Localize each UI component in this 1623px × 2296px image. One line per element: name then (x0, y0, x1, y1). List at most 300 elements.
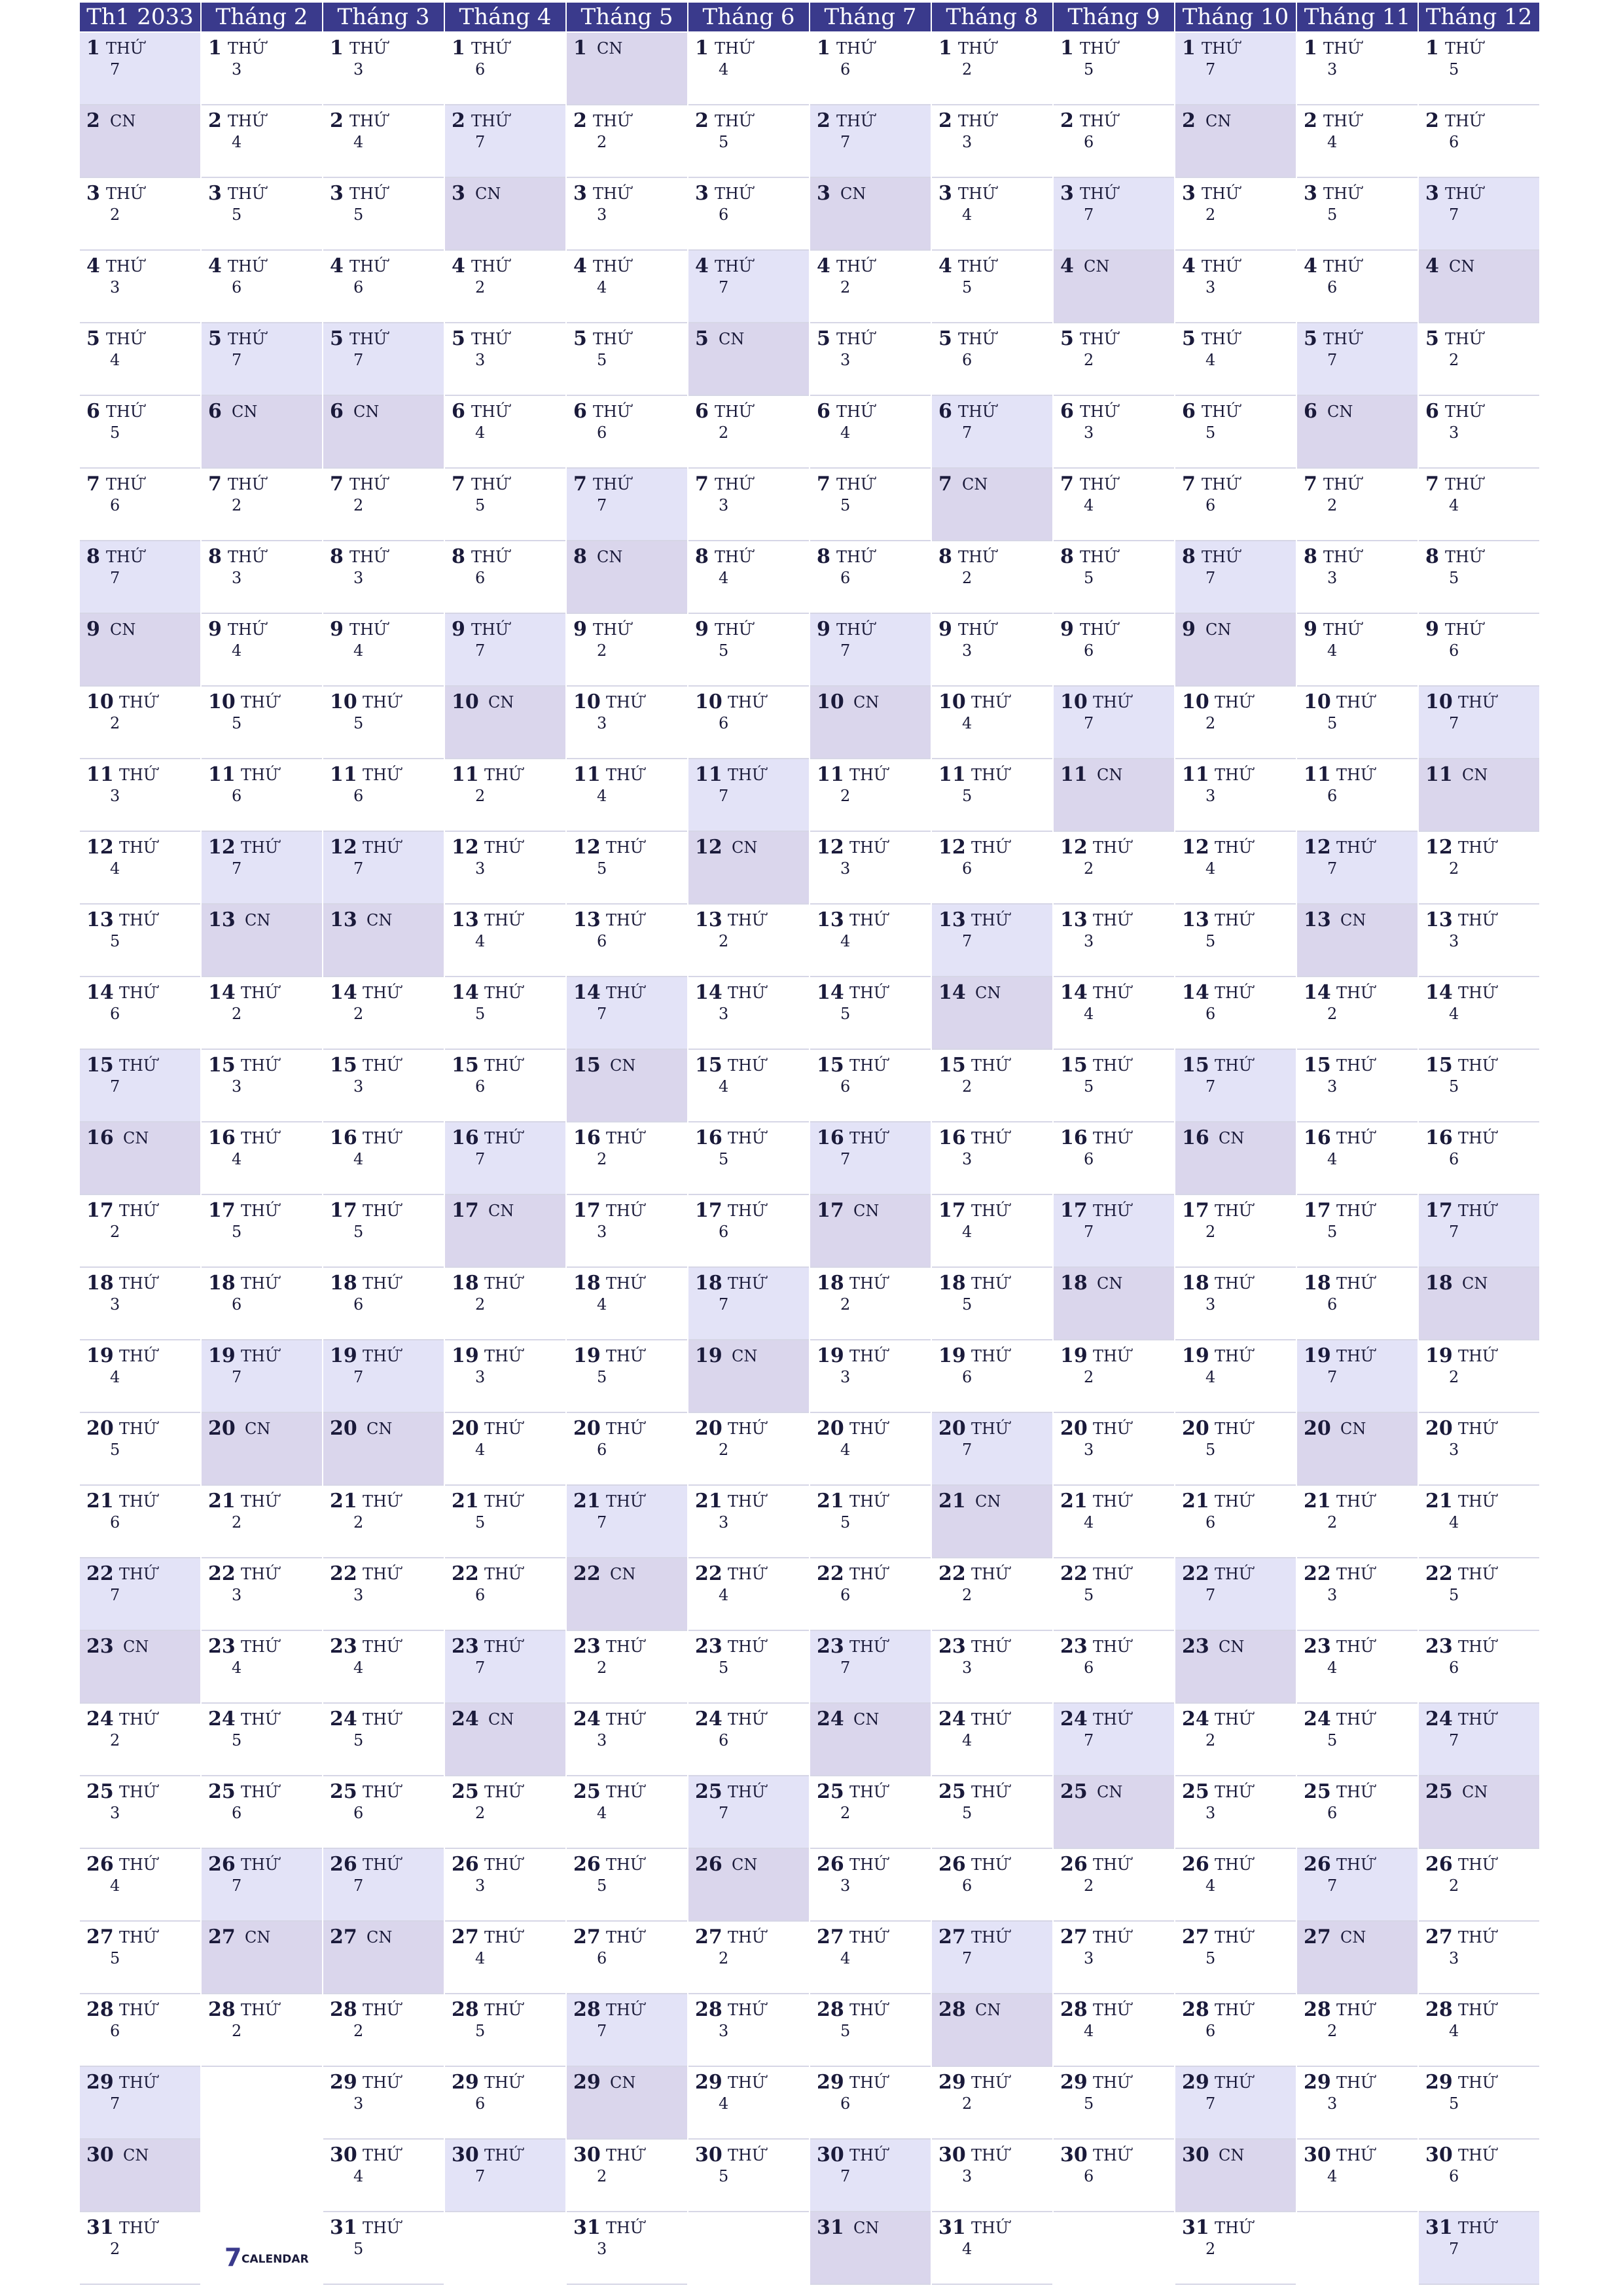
day-number: 9 (573, 618, 587, 641)
weekday-number: 6 (719, 206, 729, 224)
weekday-number: 2 (353, 1513, 364, 1532)
day-cell (932, 1050, 1052, 1122)
day-cell (1054, 1340, 1174, 1413)
weekday-label: THỨ (349, 112, 387, 130)
weekday-label: THỨ (958, 112, 996, 130)
weekday-number: 5 (353, 206, 364, 224)
day-number: 28 (1182, 1998, 1209, 2021)
day-number: 23 (573, 1635, 601, 1658)
weekday-number: 6 (110, 496, 120, 514)
day-number: 3 (452, 182, 465, 205)
day-cell (567, 1486, 687, 1558)
weekday-label: THỨ (1323, 330, 1361, 348)
weekday-label: THỨ (849, 2073, 887, 2092)
weekday-label: THỨ (1458, 1710, 1496, 1729)
weekday-number: 7 (719, 1295, 729, 1314)
weekday-label: THỨ (1093, 2001, 1131, 2019)
weekday-label: CN (1449, 257, 1475, 276)
day-cell (1419, 33, 1539, 105)
weekday-number: 5 (597, 1876, 607, 1895)
day-number: 19 (208, 1344, 236, 1367)
weekday-label: THỨ (715, 548, 753, 566)
day-number: 22 (208, 1562, 236, 1585)
weekday-label: THỨ (728, 1492, 766, 1511)
day-number: 6 (1060, 400, 1074, 423)
weekday-label: THỨ (1336, 766, 1374, 784)
weekday-number: 6 (1449, 133, 1459, 151)
day-number: 31 (86, 2216, 114, 2239)
weekday-label: THỨ (1093, 1202, 1131, 1220)
day-number: 29 (1425, 2071, 1453, 2094)
weekday-number: 4 (840, 1441, 851, 1459)
weekday-number: 4 (719, 60, 729, 79)
day-cell (1297, 832, 1418, 905)
weekday-label: THỨ (606, 2146, 644, 2164)
weekday-label: THỨ (849, 1928, 887, 1946)
weekday-number: 5 (110, 1949, 120, 1967)
day-number: 6 (573, 400, 587, 423)
day-cell (688, 323, 809, 396)
day-number: 3 (208, 182, 222, 205)
weekday-number: 3 (597, 206, 607, 224)
month-header: Tháng 3 (323, 3, 444, 31)
weekday-label: THỨ (606, 1638, 644, 1656)
weekday-label: THỨ (1202, 548, 1240, 566)
weekday-label: THỨ (1080, 330, 1118, 348)
day-cell (80, 1776, 200, 1849)
weekday-label: THỨ (849, 2001, 887, 2019)
weekday-number: 7 (1449, 1223, 1459, 1241)
weekday-label: THỨ (241, 1492, 279, 1511)
day-number: 12 (452, 836, 479, 859)
weekday-label: CN (1097, 1783, 1123, 1801)
weekday-number: 5 (110, 932, 120, 950)
weekday-label: THỨ (119, 984, 157, 1002)
day-number: 23 (1182, 1635, 1209, 1658)
weekday-number: 4 (475, 1441, 486, 1459)
day-number: 20 (452, 1417, 479, 1440)
weekday-number: 2 (719, 1441, 729, 1459)
weekday-number: 3 (1205, 787, 1216, 805)
weekday-number: 3 (110, 1804, 120, 1822)
weekday-number: 6 (1084, 133, 1094, 151)
weekday-label: THỨ (484, 1056, 522, 1075)
day-cell (80, 977, 200, 1050)
day-cell (323, 977, 444, 1050)
day-cell (202, 105, 322, 178)
month-header: Tháng 2 (202, 3, 322, 31)
day-cell (932, 396, 1052, 469)
day-number: 11 (1182, 763, 1209, 786)
weekday-number: 5 (597, 859, 607, 878)
day-cell (80, 251, 200, 323)
day-cell (323, 1195, 444, 1268)
weekday-number: 2 (1449, 859, 1459, 878)
day-cell (932, 323, 1052, 396)
day-cell (323, 1050, 444, 1122)
weekday-number: 4 (1449, 1005, 1459, 1023)
day-number: 4 (1182, 255, 1196, 278)
day-number: 24 (573, 1708, 601, 1731)
day-cell (202, 1922, 322, 1994)
day-cell (1175, 1922, 1296, 1994)
weekday-label: THỨ (363, 1129, 401, 1147)
weekday-label: THỨ (1458, 2001, 1496, 2019)
day-cell (1297, 1849, 1418, 1922)
day-number: 27 (1060, 1926, 1088, 1948)
day-number: 1 (695, 37, 709, 60)
day-cell (932, 33, 1052, 105)
weekday-number: 7 (597, 496, 607, 514)
day-number: 21 (1182, 1490, 1209, 1513)
weekday-number: 5 (1449, 2094, 1459, 2113)
day-cell (810, 1994, 931, 2067)
day-number: 9 (330, 618, 344, 641)
day-number: 23 (86, 1635, 114, 1658)
weekday-label: THỨ (728, 2073, 766, 2092)
weekday-number: 5 (719, 2167, 729, 2185)
weekday-number: 5 (840, 1513, 851, 1532)
weekday-number: 5 (840, 2022, 851, 2040)
weekday-number: 2 (232, 1513, 242, 1532)
weekday-label: THỨ (1215, 838, 1253, 857)
weekday-number: 2 (1327, 2022, 1338, 2040)
day-number: 31 (938, 2216, 966, 2239)
day-cell (932, 1122, 1052, 1195)
day-cell (202, 832, 322, 905)
day-number: 15 (573, 1054, 601, 1077)
weekday-number: 2 (840, 1295, 851, 1314)
day-cell (567, 2067, 687, 2140)
day-cell (932, 541, 1052, 614)
day-cell (80, 1195, 200, 1268)
weekday-label: THỨ (1323, 548, 1361, 566)
weekday-label: THỨ (849, 2146, 887, 2164)
weekday-number: 6 (597, 932, 607, 950)
weekday-label: THỨ (363, 984, 401, 1002)
day-number: 25 (452, 1780, 479, 1803)
weekday-number: 7 (475, 1150, 486, 1168)
weekday-label: THỨ (363, 1202, 401, 1220)
weekday-label: THỨ (471, 257, 509, 276)
day-number: 13 (938, 908, 966, 931)
weekday-label: THỨ (1093, 1347, 1131, 1365)
weekday-label: THỨ (119, 1056, 157, 1075)
day-cell (1054, 105, 1174, 178)
weekday-label: THỨ (1093, 1056, 1131, 1075)
weekday-number: 3 (1205, 278, 1216, 296)
day-cell (323, 2140, 444, 2212)
weekday-label: THỨ (484, 1783, 522, 1801)
day-cell (567, 251, 687, 323)
weekday-label: CN (110, 620, 136, 639)
day-number: 8 (573, 545, 587, 568)
day-number: 28 (86, 1998, 114, 2021)
day-cell (202, 977, 322, 1050)
weekday-label: THỨ (728, 693, 766, 711)
weekday-label: THỨ (241, 1347, 279, 1365)
day-cell (810, 469, 931, 541)
weekday-number: 6 (232, 787, 242, 805)
day-number: 7 (573, 473, 587, 495)
weekday-number: 3 (1449, 1441, 1459, 1459)
day-number: 7 (1182, 473, 1196, 495)
weekday-number: 6 (1205, 1005, 1216, 1023)
day-number: 11 (817, 763, 844, 786)
day-cell (688, 1340, 809, 1413)
day-number: 17 (208, 1199, 236, 1222)
day-number: 28 (330, 1998, 357, 2021)
day-number: 13 (817, 908, 844, 931)
day-number: 25 (1060, 1780, 1088, 1803)
day-number: 27 (86, 1926, 114, 1948)
weekday-number: 6 (232, 1804, 242, 1822)
weekday-label: THỨ (119, 911, 157, 929)
weekday-label: THỨ (958, 257, 996, 276)
day-number: 11 (208, 763, 236, 786)
day-cell (202, 687, 322, 759)
day-number: 9 (1060, 618, 1074, 641)
day-cell (688, 614, 809, 687)
day-number: 8 (1425, 545, 1439, 568)
weekday-label: THỨ (1215, 1420, 1253, 1438)
day-cell (80, 1486, 200, 1558)
weekday-label: THỨ (228, 548, 266, 566)
weekday-label: THỨ (1215, 1783, 1253, 1801)
weekday-label: THỨ (1215, 1347, 1253, 1365)
day-number: 5 (1304, 327, 1317, 350)
day-number: 3 (1425, 182, 1439, 205)
day-number: 10 (573, 691, 601, 713)
weekday-label: CN (245, 911, 271, 929)
weekday-label: THỨ (1323, 39, 1361, 58)
day-cell (202, 1558, 322, 1631)
weekday-number: 6 (1084, 1659, 1094, 1677)
day-cell (1054, 541, 1174, 614)
weekday-number: 3 (232, 1077, 242, 1096)
weekday-label: THỨ (1093, 1420, 1131, 1438)
day-cell (688, 33, 809, 105)
day-cell (688, 1486, 809, 1558)
day-number: 18 (573, 1272, 601, 1295)
weekday-label: THỨ (1445, 39, 1483, 58)
weekday-label: THỨ (484, 1928, 522, 1946)
weekday-label: THỨ (593, 620, 631, 639)
day-number: 17 (1060, 1199, 1088, 1222)
day-number: 13 (1060, 908, 1088, 931)
weekday-label: THỨ (971, 1565, 1009, 1583)
weekday-label: THỨ (849, 1056, 887, 1075)
weekday-number: 7 (110, 569, 120, 587)
weekday-number: 2 (1084, 1368, 1094, 1386)
day-cell (932, 1340, 1052, 1413)
day-cell (1175, 105, 1296, 178)
day-cell (567, 1413, 687, 1486)
day-number: 16 (1060, 1126, 1088, 1149)
weekday-label: THỨ (715, 39, 753, 58)
day-number: 27 (208, 1926, 236, 1948)
weekday-number: 5 (1084, 2094, 1094, 2113)
day-cell (932, 687, 1052, 759)
weekday-number: 3 (1449, 932, 1459, 950)
day-number: 21 (695, 1490, 722, 1513)
day-cell (567, 541, 687, 614)
day-number: 29 (695, 2071, 722, 2094)
day-number: 7 (452, 473, 465, 495)
day-number: 3 (330, 182, 344, 205)
day-number: 30 (452, 2144, 479, 2166)
weekday-label: THỨ (593, 330, 631, 348)
weekday-number: 7 (719, 787, 729, 805)
day-number: 22 (695, 1562, 722, 1585)
weekday-label: CN (732, 1856, 758, 1874)
day-cell (1297, 2067, 1418, 2140)
weekday-label: THỨ (484, 1856, 522, 1874)
day-cell (810, 1631, 931, 1704)
day-number: 29 (573, 2071, 601, 2094)
weekday-label: THỨ (1458, 1202, 1496, 1220)
weekday-number: 3 (840, 859, 851, 878)
day-number: 4 (695, 255, 709, 278)
day-cell (1297, 1776, 1418, 1849)
weekday-number: 5 (1084, 569, 1094, 587)
day-number: 1 (1060, 37, 1074, 60)
day-cell (1175, 1558, 1296, 1631)
weekday-label: THỨ (1336, 1274, 1374, 1293)
weekday-number: 2 (1205, 714, 1216, 732)
day-cell (1175, 1486, 1296, 1558)
weekday-label: CN (366, 1420, 393, 1438)
day-number: 19 (1060, 1344, 1088, 1367)
weekday-number: 5 (475, 1513, 486, 1532)
day-cell (567, 687, 687, 759)
weekday-label: CN (853, 2219, 880, 2237)
day-cell (810, 2067, 931, 2140)
weekday-number: 4 (232, 1659, 242, 1677)
day-number: 19 (330, 1344, 357, 1367)
weekday-label: THỨ (1336, 838, 1374, 857)
weekday-label: THỨ (606, 1783, 644, 1801)
day-cell (932, 2140, 1052, 2212)
weekday-label: CN (123, 1638, 149, 1656)
day-number: 1 (573, 37, 587, 60)
weekday-number: 4 (1327, 2167, 1338, 2185)
weekday-label: THỨ (849, 1274, 887, 1293)
day-number: 14 (1060, 981, 1088, 1004)
day-number: 10 (1060, 691, 1088, 713)
weekday-number: 3 (840, 1368, 851, 1386)
day-cell (688, 1631, 809, 1704)
weekday-label: THỨ (1215, 911, 1253, 929)
day-number: 31 (817, 2216, 844, 2239)
weekday-number: 6 (353, 787, 364, 805)
weekday-label: THỨ (971, 911, 1009, 929)
day-number: 7 (208, 473, 222, 495)
day-number: 2 (208, 109, 222, 132)
weekday-label: THỨ (484, 838, 522, 857)
weekday-number: 4 (353, 641, 364, 660)
weekday-label: THỨ (484, 1638, 522, 1656)
weekday-label: THỨ (106, 330, 144, 348)
weekday-label: THỨ (1093, 1492, 1131, 1511)
day-number: 5 (1060, 327, 1074, 350)
day-cell (1297, 1413, 1418, 1486)
weekday-label: CN (975, 984, 1001, 1002)
weekday-label: THỨ (836, 403, 874, 421)
day-cell (202, 33, 322, 105)
day-cell (932, 1704, 1052, 1776)
day-cell (80, 396, 200, 469)
day-number: 13 (86, 908, 114, 931)
weekday-number: 4 (962, 714, 972, 732)
weekday-label: THỨ (1215, 2001, 1253, 2019)
day-cell (1419, 1413, 1539, 1486)
weekday-label: THỨ (1202, 475, 1240, 493)
weekday-label: THỨ (1336, 984, 1374, 1002)
day-number: 8 (695, 545, 709, 568)
day-number: 11 (1425, 763, 1453, 786)
weekday-number: 5 (475, 1005, 486, 1023)
weekday-number: 3 (962, 641, 972, 660)
weekday-label: THỨ (1080, 403, 1118, 421)
day-cell (1419, 323, 1539, 396)
day-number: 20 (695, 1417, 722, 1440)
weekday-number: 5 (719, 1150, 729, 1168)
day-cell (1054, 396, 1174, 469)
weekday-number: 7 (962, 1441, 972, 1459)
weekday-label: THỨ (606, 1129, 644, 1147)
day-number: 24 (452, 1708, 479, 1731)
day-cell (1297, 1268, 1418, 1340)
day-number: 22 (817, 1562, 844, 1585)
weekday-label: THỨ (484, 2073, 522, 2092)
day-number: 12 (695, 836, 722, 859)
weekday-number: 2 (1205, 2240, 1216, 2258)
day-number: 15 (1425, 1054, 1453, 1077)
weekday-number: 4 (719, 1586, 729, 1604)
weekday-number: 4 (597, 278, 607, 296)
day-cell (1419, 178, 1539, 251)
day-number: 2 (938, 109, 952, 132)
weekday-label: THỨ (363, 1347, 401, 1365)
weekday-number: 3 (962, 1150, 972, 1168)
weekday-label: THỨ (1093, 1565, 1131, 1583)
day-number: 31 (1425, 2216, 1453, 2239)
weekday-label: THỨ (728, 1129, 766, 1147)
weekday-number: 4 (232, 641, 242, 660)
day-number: 26 (817, 1853, 844, 1876)
day-number: 24 (1304, 1708, 1331, 1731)
weekday-label: THỨ (471, 330, 509, 348)
weekday-number: 7 (1327, 859, 1338, 878)
weekday-label: THỨ (1458, 1638, 1496, 1656)
day-number: 26 (86, 1853, 114, 1876)
weekday-number: 3 (1084, 423, 1094, 442)
day-cell (80, 905, 200, 977)
weekday-label: THỨ (593, 403, 631, 421)
weekday-number: 5 (962, 278, 972, 296)
weekday-label: CN (245, 1420, 271, 1438)
day-cell (567, 396, 687, 469)
weekday-number: 7 (719, 278, 729, 296)
weekday-number: 5 (232, 714, 242, 732)
weekday-label: THỨ (1202, 39, 1240, 58)
day-cell (202, 1704, 322, 1776)
weekday-label: THỨ (1336, 2001, 1374, 2019)
day-number: 10 (1425, 691, 1453, 713)
day-number: 30 (1304, 2144, 1331, 2166)
day-number: 29 (1304, 2071, 1331, 2094)
